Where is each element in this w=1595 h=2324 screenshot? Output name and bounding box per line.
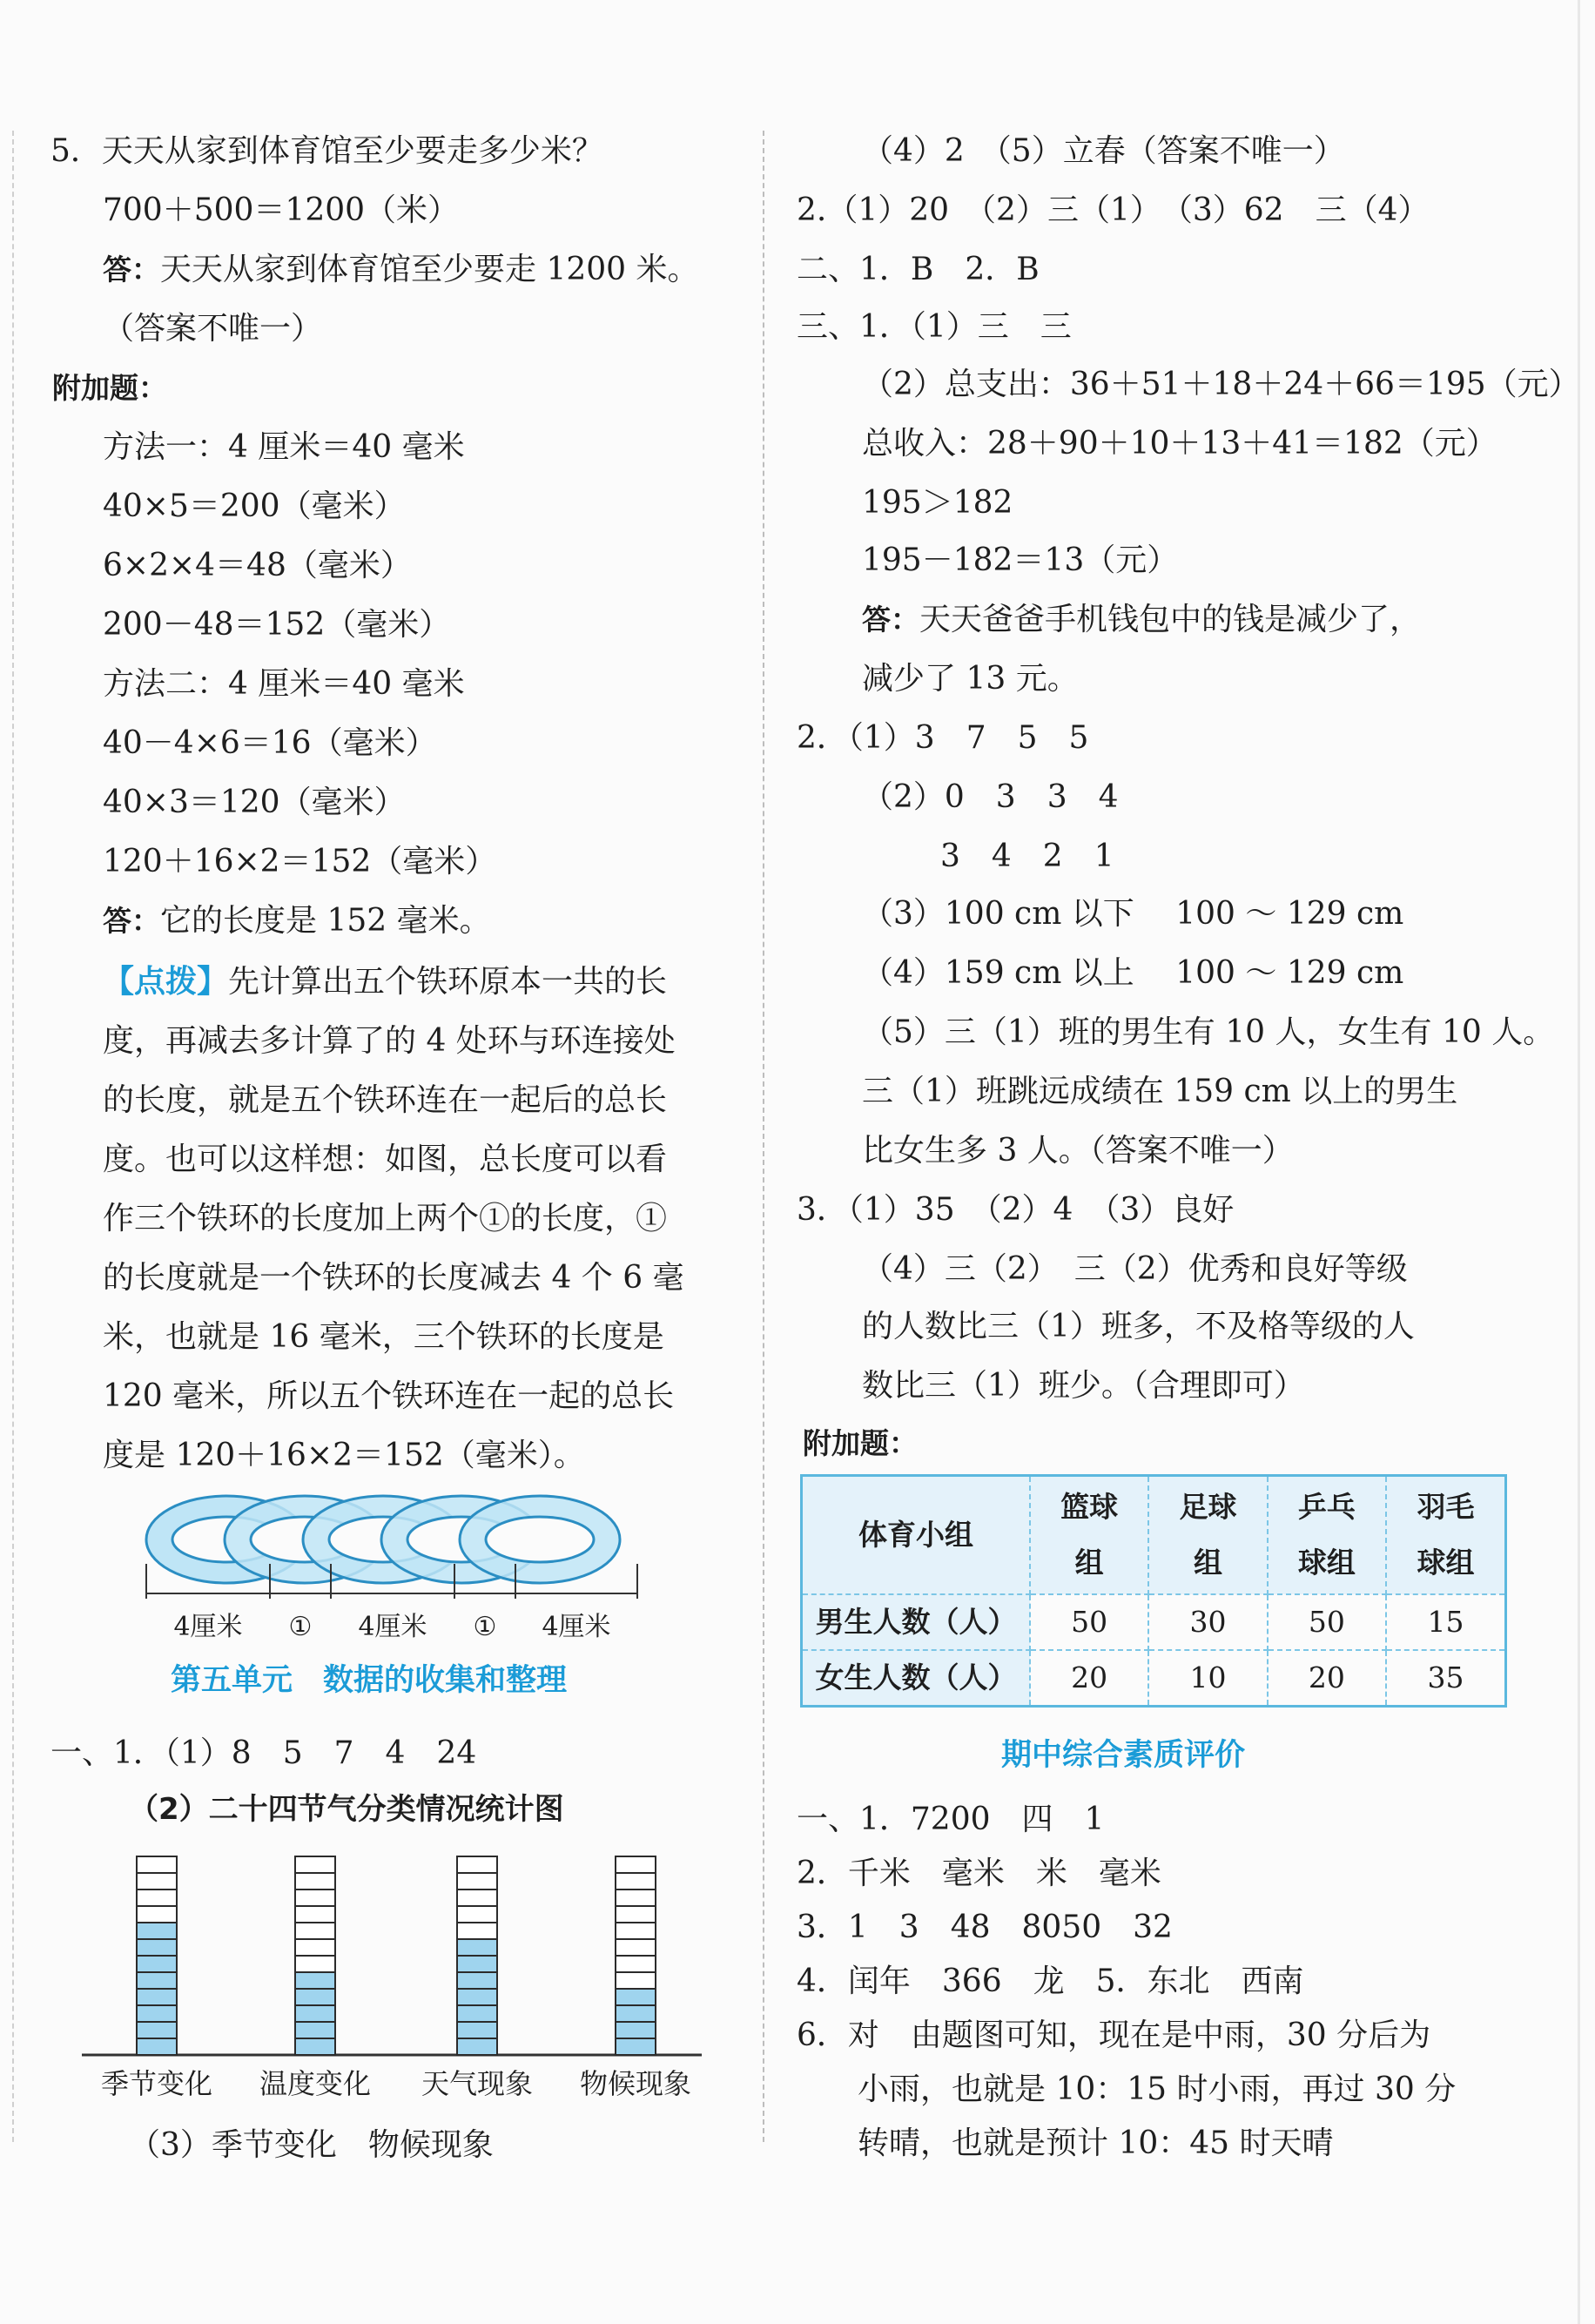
- tip-text: 先计算出五个铁环原本一共的长: [228, 964, 668, 1000]
- bar-cell-empty: [137, 1856, 177, 1873]
- tip-line-2: 度，再减去多计算了的 4 处环与环连接处: [103, 1023, 676, 1059]
- right-answer-1: [862, 599, 1421, 641]
- row-label-boys: 男生人数（人）: [802, 1594, 1031, 1650]
- ring-label-3: 4厘米: [358, 1612, 427, 1642]
- method2-line2: 40×3＝120（毫米）: [103, 785, 406, 820]
- bar-cell-empty: [457, 1923, 497, 1939]
- ring-label-4: ①: [473, 1612, 497, 1642]
- bar-cell-empty: [616, 1890, 656, 1906]
- ring-5-hole: [486, 1517, 594, 1562]
- midterm-line-4: 4．闰年 366 龙 5．东北 西南: [797, 1964, 1304, 1999]
- bar-cell-empty: [616, 1923, 656, 1939]
- bar-cell-filled: [457, 1939, 497, 1956]
- bar-cell-filled: [457, 2038, 497, 2055]
- right-line-19: 3．（1）35 （2）4 （3）良好: [797, 1192, 1235, 1228]
- tip-line-1: [103, 961, 667, 1003]
- bar-cell-filled: [137, 1972, 177, 1989]
- right-line-14: （3）100 cm 以下 100 ～ 129 cm: [862, 896, 1404, 932]
- bar-cell-empty: [457, 1873, 497, 1890]
- bar-cell-filled: [457, 1989, 497, 2005]
- method1-title: 方法一：4 厘米＝40 毫米: [103, 429, 465, 465]
- bar-1: [137, 1856, 177, 2055]
- tip-line-7: 米，也就是 16 毫米，三个铁环的长度是: [103, 1319, 664, 1355]
- bar-cell-filled: [295, 2022, 335, 2038]
- answer-label: 答：: [103, 253, 160, 286]
- col-header-football: 足球 组: [1148, 1476, 1267, 1594]
- bar-cell-filled: [616, 1989, 656, 2005]
- row-label-girls: 女生人数（人）: [802, 1650, 1031, 1707]
- bar-cell-filled: [137, 2005, 177, 2022]
- bar-cell-empty: [295, 1890, 335, 1906]
- x-tick-label: 季节变化: [100, 2067, 213, 2100]
- midterm-line-3: 3．1 3 48 8050 32: [797, 1910, 1173, 1945]
- column-divider: [763, 131, 764, 2142]
- midterm-line-1: 一、1．7200 四 1: [797, 1802, 1105, 1837]
- x-tick-label: 天气现象: [421, 2067, 534, 2100]
- unit5-q1-line3: （3）季节变化 物候现象: [129, 2127, 494, 2163]
- method1-line3: 200－48＝152（毫米）: [103, 607, 451, 643]
- ring-label-5: 4厘米: [542, 1612, 611, 1642]
- table-cell: 50: [1030, 1594, 1148, 1650]
- table-cell: 10: [1148, 1650, 1267, 1707]
- bar-cell-empty: [295, 1923, 335, 1939]
- bar-cell-empty: [295, 1956, 335, 1972]
- unit5-q1-line1: 一、1．（1）8 5 7 4 24: [50, 1735, 477, 1771]
- right-line-20: （4）三（2） 三（2）优秀和良好等级: [862, 1251, 1408, 1287]
- midterm-line-7: 转晴，也就是预计 10：45 时天晴: [858, 2125, 1334, 2161]
- right-line-12: （2）0 3 3 4: [862, 779, 1119, 815]
- bar-cell-empty: [137, 1906, 177, 1923]
- bar-cell-empty: [616, 1956, 656, 1972]
- x-tick-label: 物候现象: [579, 2067, 692, 2100]
- bar-cell-filled: [295, 1972, 335, 1989]
- right-line-1: （4）2 （5）立春（答案不唯一）: [862, 133, 1345, 169]
- bar-cell-empty: [616, 1856, 656, 1873]
- bar-cell-filled: [137, 1923, 177, 1939]
- iron-rings-diagram: [139, 1491, 644, 1647]
- ring-label-1: 4厘米: [173, 1612, 243, 1642]
- bar-cell-filled: [295, 2038, 335, 2055]
- right-line-21: 的人数比三（1）班多，不及格等级的人: [862, 1309, 1415, 1344]
- table-cell: 20: [1268, 1650, 1386, 1707]
- method1-line1: 40×5＝200（毫米）: [103, 488, 406, 524]
- bar-2: [295, 1856, 335, 2055]
- tip-label: 【点拨】: [103, 964, 229, 1000]
- bar-cell-empty: [295, 1906, 335, 1923]
- table-cell: 15: [1386, 1594, 1505, 1650]
- bar-cell-filled: [137, 1989, 177, 2005]
- bar-cell-empty: [295, 1856, 335, 1873]
- table-row: [802, 1650, 1506, 1707]
- midterm-line-6: 小雨，也就是 10：15 时小雨，再过 30 分: [858, 2071, 1457, 2107]
- method1-line2: 6×2×4＝48（毫米）: [103, 548, 412, 583]
- final-answer: [103, 900, 491, 942]
- answer-text: 天天爸爸手机钱包中的钱是减少了，: [919, 602, 1422, 637]
- midterm-line-2: 2．千米 毫米 米 毫米: [797, 1856, 1161, 1891]
- method2-line1: 40－4×6＝16（毫米）: [103, 725, 437, 761]
- left-margin-line: [12, 131, 14, 2142]
- answer-label: 答：: [862, 603, 919, 637]
- right-line-18: 比女生多 3 人。（答案不唯一）: [862, 1133, 1294, 1169]
- bar-cell-empty: [457, 1890, 497, 1906]
- tip-line-8: 120 毫米，所以五个铁环连在一起的总长: [103, 1378, 675, 1414]
- midterm-title: 期中综合素质评价: [1001, 1738, 1246, 1773]
- bar-cell-filled: [137, 2038, 177, 2055]
- col-header-pingpong: 乒乓 球组: [1268, 1476, 1386, 1594]
- q5-title: 5．天天从家到体育馆至少要走多少米？: [50, 133, 603, 169]
- right-line-13: 3 4 2 1: [940, 839, 1114, 874]
- right-answer-2: 减少了 13 元。: [862, 661, 1079, 697]
- table-cell: 50: [1268, 1594, 1386, 1650]
- bar-cell-filled: [457, 1956, 497, 1972]
- answer-text: 它的长度是 152 毫米。: [160, 903, 491, 939]
- right-edge-line: [1578, 0, 1580, 2324]
- col-header-badminton: 羽毛 球组: [1386, 1476, 1505, 1594]
- solar-terms-chart: [78, 1846, 705, 2107]
- bar-cell-filled: [295, 1989, 335, 2005]
- method2-line3: 120＋16×2＝152（毫米）: [103, 844, 497, 879]
- bar-3: [457, 1856, 497, 2055]
- ring-label-2: ①: [288, 1612, 313, 1642]
- q5-calc: 700＋500＝1200（米）: [103, 192, 460, 228]
- right-extra-title: 附加题：: [803, 1426, 918, 1460]
- right-line-2: 2.（1）20 （2）三（1） （3）62 三（4）: [797, 192, 1430, 228]
- right-line-16: （5）三（1）班的男生有 10 人，女生有 10 人。: [862, 1014, 1555, 1050]
- difference: 195－182＝13（元）: [862, 542, 1179, 578]
- right-line-3: 二、1．B 2．B: [797, 252, 1040, 287]
- bar-cell-empty: [616, 1972, 656, 1989]
- bar-cell-empty: [295, 1873, 335, 1890]
- bar-cell-filled: [137, 1956, 177, 1972]
- col-header-basketball: 篮球 组: [1030, 1476, 1148, 1594]
- bar-cell-empty: [616, 1873, 656, 1890]
- extra-title: 附加题：: [52, 371, 167, 405]
- right-line-22: 数比三（1）班少。（合理即可）: [862, 1368, 1305, 1404]
- right-line-17: 三（1）班跳远成绩在 159 cm 以上的男生: [862, 1074, 1458, 1109]
- x-tick-label: 温度变化: [259, 2067, 372, 2100]
- total-expense: （2）总支出：36＋51＋18＋24＋66＝195（元）: [862, 367, 1580, 402]
- table-row: [802, 1594, 1506, 1650]
- answer-text: 天天从家到体育馆至少要走 1200 米。: [160, 252, 699, 287]
- right-line-4: 三、1．（1）三 三: [797, 309, 1072, 345]
- bar-cell-empty: [616, 1939, 656, 1956]
- bar-cell-filled: [295, 2005, 335, 2022]
- bar-cell-filled: [457, 1972, 497, 1989]
- answer-label: 答：: [103, 904, 160, 938]
- bar-cell-empty: [457, 1856, 497, 1873]
- bar-cell-filled: [137, 1939, 177, 1956]
- bar-4: [616, 1856, 656, 2055]
- tip-line-6: 的长度就是一个铁环的长度减去 4 个 6 毫: [103, 1260, 684, 1296]
- midterm-line-5: 6．对 由题图可知，现在是中雨，30 分后为: [797, 2018, 1431, 2053]
- unit5-title: 第五单元 数据的收集和整理: [171, 1663, 568, 1698]
- right-line-15: （4）159 cm 以上 100 ～ 129 cm: [862, 955, 1404, 991]
- bar-cell-filled: [457, 2005, 497, 2022]
- bar-cell-filled: [457, 2022, 497, 2038]
- method2-title: 方法二：4 厘米＝40 毫米: [103, 666, 465, 702]
- tip-line-5: 作三个铁环的长度加上两个①的长度，①: [103, 1201, 668, 1236]
- bar-cell-empty: [295, 1939, 335, 1956]
- tip-line-3: 的长度，就是五个铁环连在一起后的总长: [103, 1082, 668, 1118]
- bar-cell-filled: [616, 2022, 656, 2038]
- table-corner: 体育小组: [802, 1476, 1031, 1594]
- bar-cell-empty: [457, 1906, 497, 1923]
- bar-cell-filled: [137, 2022, 177, 2038]
- table-cell: 20: [1030, 1650, 1148, 1707]
- tip-line-4: 度。也可以这样想：如图，总长度可以看: [103, 1142, 668, 1177]
- table-cell: 35: [1386, 1650, 1505, 1707]
- q5-note: （答案不唯一）: [103, 311, 323, 347]
- right-line-11: 2．（1）3 7 5 5: [797, 720, 1089, 756]
- bar-cell-filled: [616, 2038, 656, 2055]
- comparison: 195＞182: [862, 485, 1013, 521]
- tip-line-9: 度是 120＋16×2＝152（毫米）。: [103, 1438, 585, 1473]
- q5-answer: [103, 249, 699, 291]
- bar-cell-filled: [616, 2005, 656, 2022]
- bar-cell-empty: [137, 1890, 177, 1906]
- total-income: 总收入：28＋90＋10＋13＋41＝182（元）: [862, 426, 1497, 461]
- sports-group-table: [800, 1474, 1507, 1708]
- table-cell: 30: [1148, 1594, 1267, 1650]
- chart-title: （2）二十四节气分类情况统计图: [129, 1792, 564, 1827]
- bar-cell-empty: [137, 1873, 177, 1890]
- bar-cell-empty: [616, 1906, 656, 1923]
